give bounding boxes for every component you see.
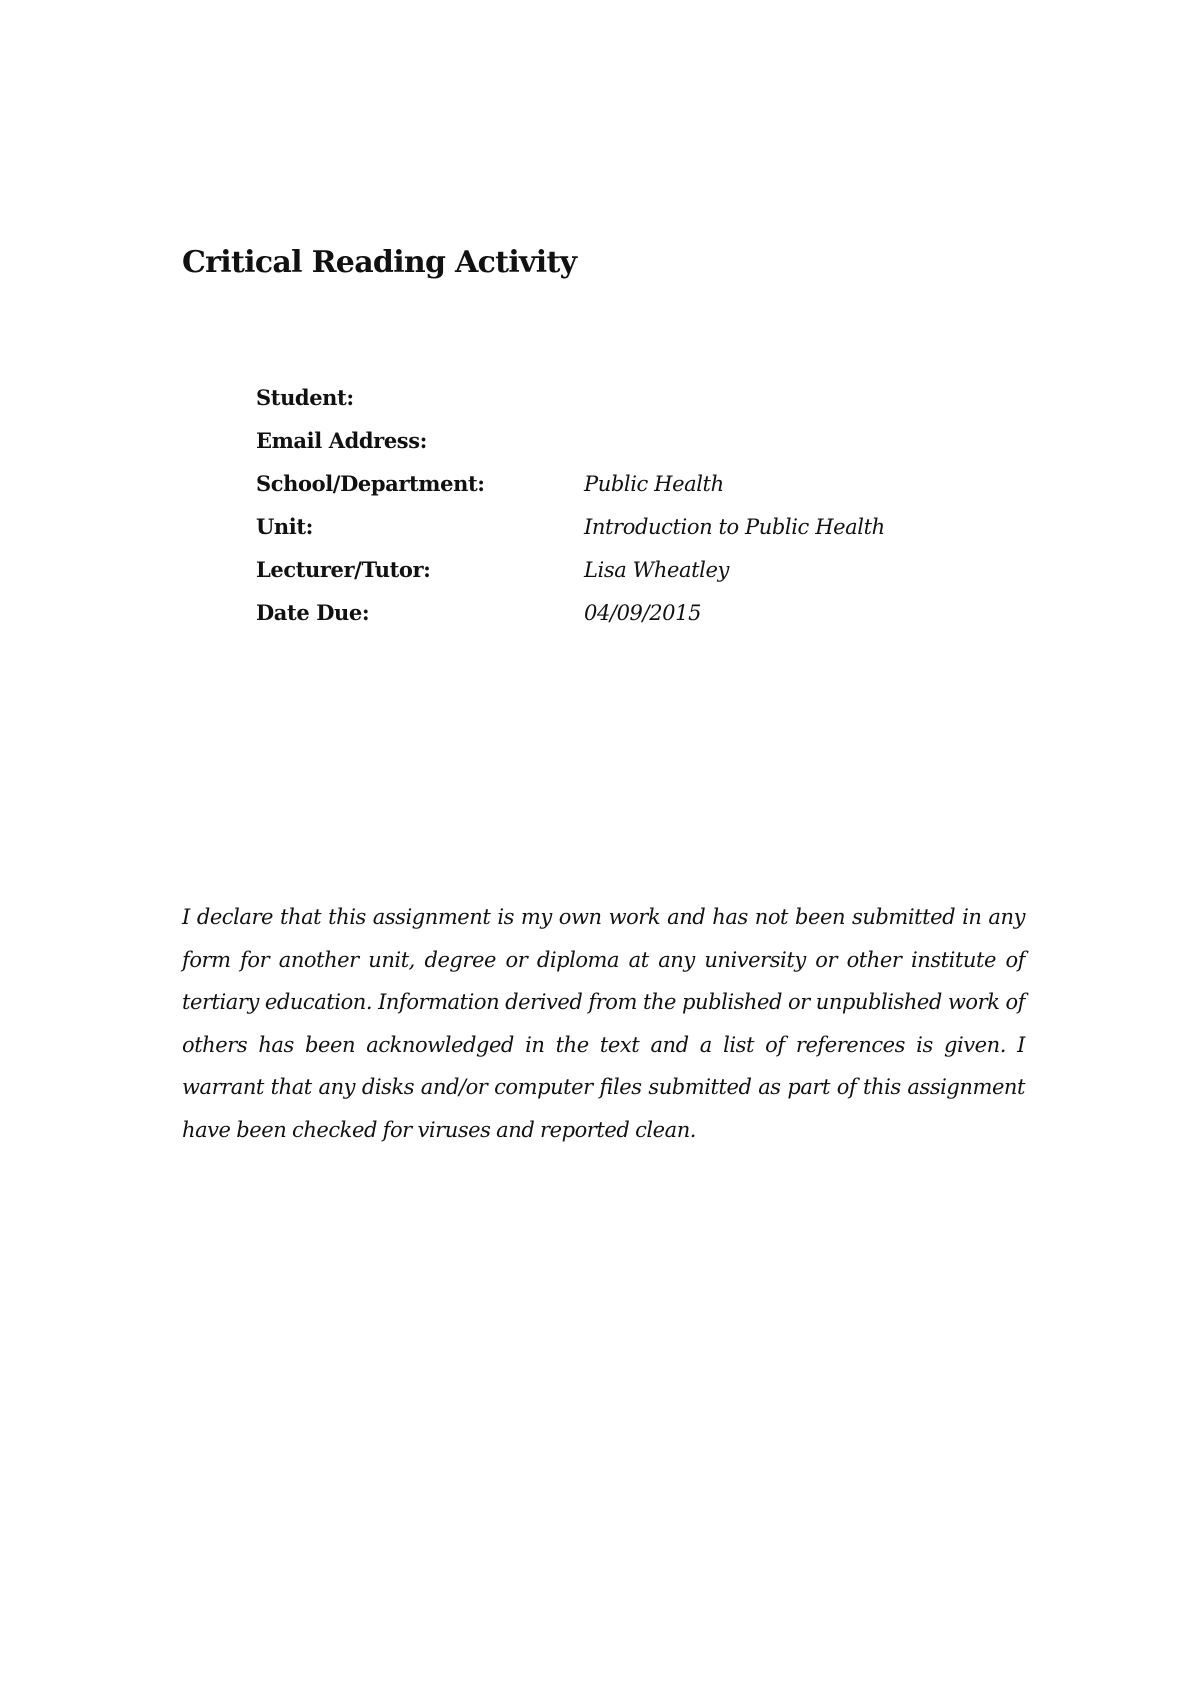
date-due-value: 04/09/2015	[584, 601, 702, 625]
email-address-row	[256, 426, 976, 469]
lecturer-tutor-value: Lisa Wheatley	[584, 558, 729, 582]
unit-row	[256, 512, 976, 555]
assignment-details	[256, 383, 976, 641]
school-department-row	[256, 469, 976, 512]
document-title: Critical Reading Activity	[182, 245, 577, 280]
unit-value: Introduction to Public Health	[584, 515, 885, 539]
declaration-paragraph: I declare that this assignment is my own work and has not been submitted in any form for another unit, degree or diploma at any university or other institute of tertiary education. Information derived from the published or unpublished work of others has been acknowledged in the text and a list of references is given. I warrant that any disks and/or computer files submitted as part of this assignment have been checked for viruses and reported clean.	[182, 905, 1025, 1142]
lecturer-tutor-label: Lecturer/Tutor:	[256, 557, 431, 582]
email-address-label: Email Address:	[256, 428, 427, 453]
school-department-value: Public Health	[584, 472, 724, 496]
lecturer-tutor-row	[256, 555, 976, 598]
school-department-label: School/Department:	[256, 471, 485, 496]
date-due-label: Date Due:	[256, 600, 370, 625]
date-due-row	[256, 598, 976, 641]
student-row	[256, 383, 976, 426]
student-label: Student:	[256, 385, 354, 410]
unit-label: Unit:	[256, 514, 314, 539]
